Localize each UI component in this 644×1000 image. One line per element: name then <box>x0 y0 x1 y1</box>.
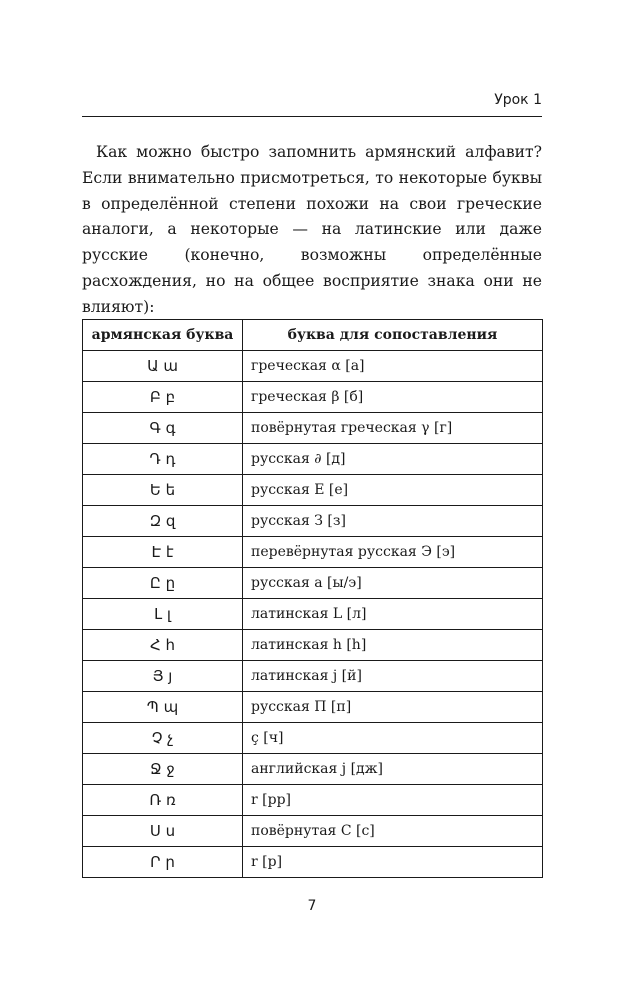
header-comparison-letter: буква для сопоставления <box>243 320 543 351</box>
table-row <box>83 661 543 692</box>
table-row <box>83 599 543 630</box>
comparison-letter-cell: латинская h [h] <box>243 630 543 661</box>
armenian-letter-cell: Պ պ <box>83 692 243 723</box>
armenian-letter-cell: Բ բ <box>83 382 243 413</box>
armenian-letter-cell: Լ լ <box>83 599 243 630</box>
comparison-letter-cell: греческая α [а] <box>243 351 543 382</box>
comparison-table-container <box>82 319 542 878</box>
comparison-letter-cell: перевёрнутая русская Э [э] <box>243 537 543 568</box>
table-row <box>83 723 543 754</box>
header-divider <box>82 116 542 117</box>
comparison-letter-cell: повёрнутая греческая γ [г] <box>243 413 543 444</box>
running-header: Урок 1 <box>494 92 542 108</box>
comparison-letter-cell: повёрнутая С [с] <box>243 816 543 847</box>
comparison-letter-cell: r [рр] <box>243 785 543 816</box>
page-number: 7 <box>307 898 317 914</box>
armenian-letter-cell: Դ դ <box>83 444 243 475</box>
armenian-letter-cell: Ջ ջ <box>83 754 243 785</box>
comparison-letter-cell: русская П [п] <box>243 692 543 723</box>
comparison-letter-cell: греческая β [б] <box>243 382 543 413</box>
table-row <box>83 692 543 723</box>
header-armenian-letter: армянская буква <box>83 320 243 351</box>
table-row <box>83 568 543 599</box>
table-row <box>83 847 543 878</box>
comparison-letter-cell: русская Е [е] <box>243 475 543 506</box>
comparison-letter-cell: русская ∂ [д] <box>243 444 543 475</box>
armenian-letter-cell: Ե ե <box>83 475 243 506</box>
letter-comparison-table <box>82 319 543 878</box>
comparison-letter-cell: r [р] <box>243 847 543 878</box>
armenian-letter-cell: Զ զ <box>83 506 243 537</box>
armenian-letter-cell: Չ չ <box>83 723 243 754</box>
comparison-letter-cell: ç [ч] <box>243 723 543 754</box>
armenian-letter-cell: Ր ր <box>83 847 243 878</box>
armenian-letter-cell: Ա ա <box>83 351 243 382</box>
comparison-letter-cell: латинская j [й] <box>243 661 543 692</box>
table-row <box>83 754 543 785</box>
comparison-letter-cell: английская j [дж] <box>243 754 543 785</box>
comparison-letter-cell: латинская L [л] <box>243 599 543 630</box>
table-row <box>83 816 543 847</box>
intro-paragraph: Как можно быстро запомнить армянский алфавит? Если внимательно присмотреться, то некоторые буквы в определённой степени похожи на свои греческие аналоги, а некоторые — на латинские или даже русские (конечно, возможны определённые расхождения, но на общее восприятие знака они не влияют): <box>82 143 542 316</box>
table-row <box>83 351 543 382</box>
table-row <box>83 413 543 444</box>
armenian-letter-cell: Ս ս <box>83 816 243 847</box>
table-row <box>83 444 543 475</box>
armenian-letter-cell: Գ գ <box>83 413 243 444</box>
armenian-letter-cell: Հ հ <box>83 630 243 661</box>
armenian-letter-cell: Է է <box>83 537 243 568</box>
armenian-letter-cell: Ռ ռ <box>83 785 243 816</box>
table-row <box>83 506 543 537</box>
table-row <box>83 382 543 413</box>
table-row <box>83 537 543 568</box>
table-body <box>83 351 543 878</box>
table-header-row <box>83 320 543 351</box>
comparison-letter-cell: русская а [ы/э] <box>243 568 543 599</box>
table-row <box>83 475 543 506</box>
table-row <box>83 630 543 661</box>
comparison-letter-cell: русская З [з] <box>243 506 543 537</box>
table-row <box>83 785 543 816</box>
armenian-letter-cell: Ը ը <box>83 568 243 599</box>
armenian-letter-cell: Յ յ <box>83 661 243 692</box>
